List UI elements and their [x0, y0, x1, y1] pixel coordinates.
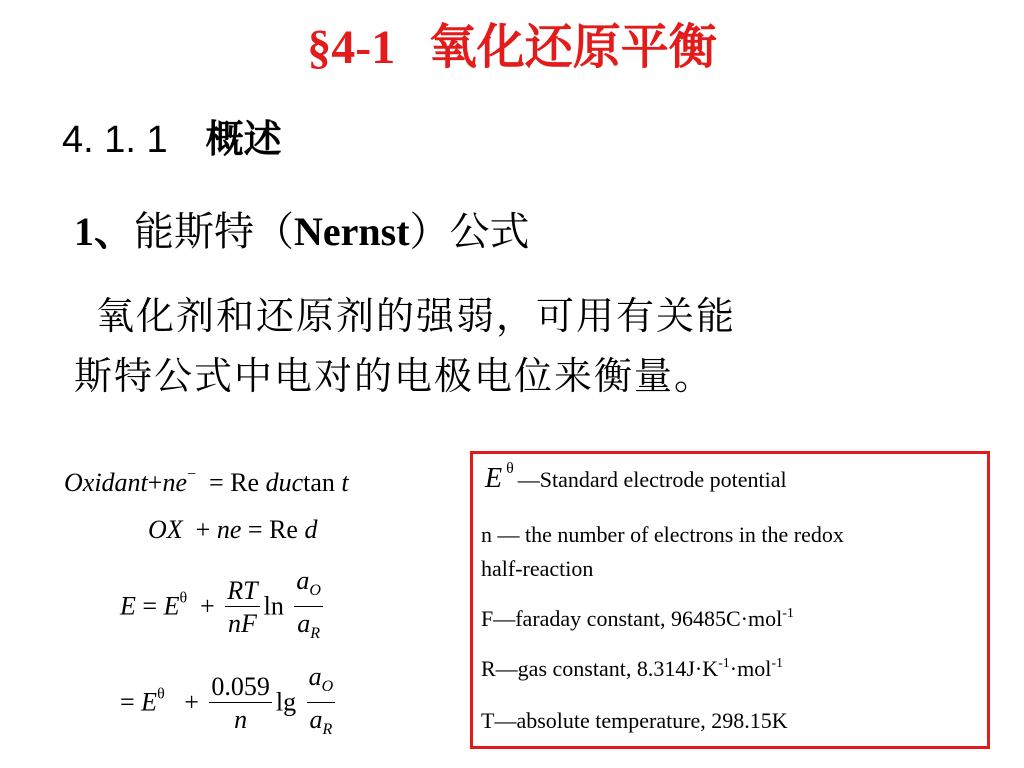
- eq3-a-red: a: [297, 609, 311, 638]
- eq3-equals: =: [142, 591, 158, 621]
- eq4-a-ox: a: [308, 662, 322, 691]
- eq1-t: t: [341, 468, 349, 497]
- eq1-minus: −: [186, 466, 197, 483]
- eq1-re: Re: [230, 468, 260, 497]
- eq3-sub-r: R: [310, 625, 321, 642]
- subsection-label: 概述: [205, 116, 282, 161]
- legend-n-line1: n — the number of electrons in the redox: [481, 522, 844, 547]
- topic-index: 1、: [74, 209, 134, 254]
- legend-f-text: F—faraday constant, 96485C·mol: [481, 606, 783, 631]
- subsection-number: 4. 1. 1: [62, 119, 168, 161]
- legend-f-sup: -1: [782, 606, 794, 621]
- eq4-denominator: n: [234, 705, 248, 734]
- eq3-plus: +: [200, 591, 215, 621]
- legend-r-sup2: -1: [771, 656, 783, 671]
- legend-e-symbol: E: [485, 463, 503, 494]
- legend-row-r: [481, 656, 979, 682]
- eq3-numerator: RT: [227, 576, 258, 605]
- eq4-fraction: [209, 672, 272, 737]
- subsection-heading: [62, 108, 282, 163]
- section-number: §4-1: [307, 21, 396, 74]
- eq3-e0: E: [163, 591, 180, 621]
- eq4-e0: E: [141, 687, 158, 717]
- paragraph-line-1: 氧化剂和还原剂的强弱，可用有关能: [96, 294, 737, 338]
- eq1-ne: ne: [162, 468, 187, 497]
- eq4-plus: +: [184, 687, 199, 717]
- legend-t-text: T—absolute temperature, 298.15K: [481, 708, 788, 733]
- eq2-re: Re: [269, 515, 298, 544]
- eq2-ox: OX: [148, 515, 183, 544]
- legend-r-text2: ·mol: [729, 656, 772, 681]
- eq1-tan: tan: [303, 468, 335, 497]
- legend-row-t: [481, 708, 979, 734]
- paragraph-line-2: 斯特公式中电对的电极电位来衡量。: [74, 354, 715, 398]
- topic-term: Nernst: [294, 209, 410, 254]
- eq3-a-ox: a: [296, 566, 310, 595]
- eq3-e: E: [120, 591, 136, 621]
- legend-row-f: [481, 606, 979, 632]
- eq1-equals: =: [209, 468, 224, 497]
- equation-half-reaction-words: [64, 466, 349, 498]
- eq3-ln: ln: [263, 591, 284, 621]
- eq3-denominator: nF: [228, 609, 257, 638]
- eq4-sub-r: R: [322, 721, 333, 738]
- topic-pre: 能斯特（: [134, 209, 294, 255]
- eq3-fraction-rt-nf: [225, 576, 259, 641]
- eq4-theta: θ: [157, 685, 165, 703]
- legend-r-sup1: -1: [718, 656, 730, 671]
- equation-nernst-lg: [120, 662, 339, 747]
- eq2-plus: +: [195, 515, 211, 544]
- eq1-duc: duc: [265, 468, 304, 497]
- eq3-sub-o: O: [309, 582, 321, 599]
- eq1-plus: +: [147, 468, 163, 497]
- intro-paragraph: [74, 286, 974, 406]
- topic-heading: [74, 200, 530, 257]
- eq2-ne: ne: [216, 515, 242, 544]
- legend-row-n: [481, 522, 979, 548]
- eq1-oxidant: Oxidant: [64, 468, 148, 497]
- section-title: 氧化还原平衡: [428, 19, 717, 75]
- symbol-legend-box: [470, 451, 990, 749]
- eq3-theta: θ: [179, 589, 188, 607]
- eq4-sub-o: O: [321, 678, 334, 695]
- legend-row-n-cont: [481, 556, 979, 582]
- equation-nernst-ln: [120, 566, 327, 651]
- eq4-lg: lg: [275, 687, 297, 717]
- topic-post: ）公式: [409, 209, 530, 255]
- eq2-equals: =: [247, 515, 263, 544]
- legend-r-text1: R—gas constant, 8.314J·K: [481, 656, 719, 681]
- legend-e-desc: —Standard electrode potential: [517, 467, 787, 492]
- eq4-a-red: a: [309, 705, 323, 734]
- legend-n-line2: half-reaction: [481, 556, 594, 581]
- page-title: [0, 8, 1024, 77]
- eq3-fraction-activity: [294, 566, 323, 651]
- legend-row-e: [481, 460, 979, 495]
- eq2-d: d: [304, 515, 318, 544]
- equation-half-reaction: [148, 515, 317, 545]
- eq4-equals: =: [120, 687, 135, 717]
- eq4-fraction-activity: [307, 662, 336, 747]
- eq4-numerator: 0.059: [211, 672, 270, 701]
- legend-e-theta: θ: [506, 460, 514, 477]
